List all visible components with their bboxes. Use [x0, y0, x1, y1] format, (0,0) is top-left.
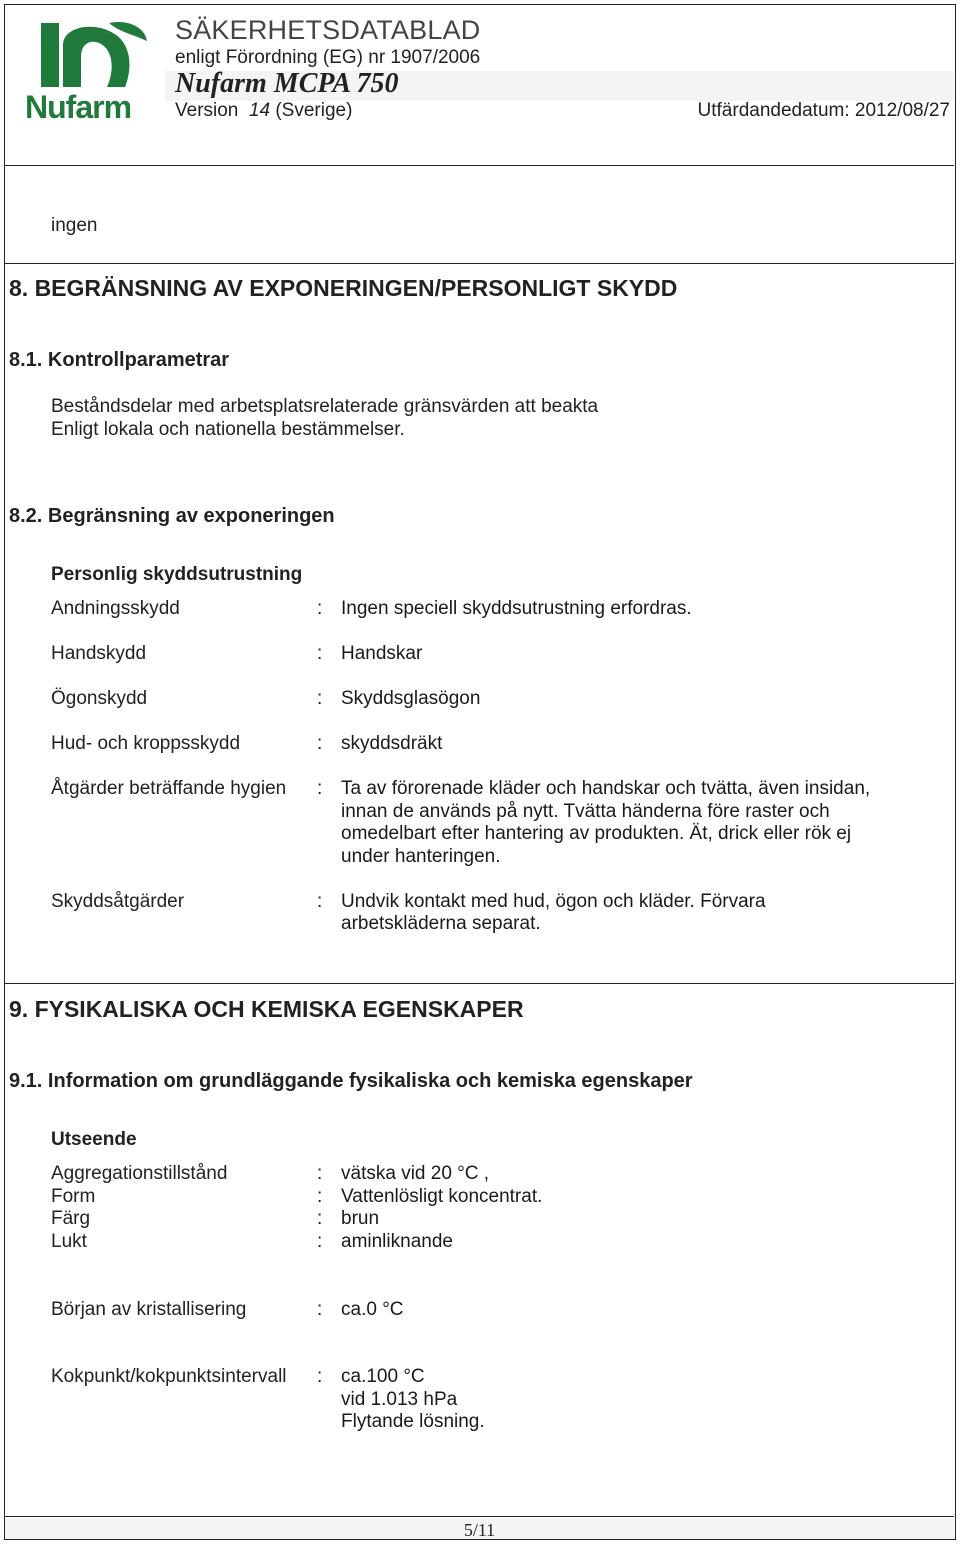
colon: :	[317, 1163, 323, 1184]
property-label: Aggregationstillstånd	[51, 1163, 228, 1184]
section-8-title: 8. BEGRÄNSNING AV EXPONERINGEN/PERSONLIGT SKYDD	[9, 275, 678, 301]
version-label: Version	[175, 100, 239, 121]
ppe-label: Ögonskydd	[51, 688, 148, 709]
ppe-heading: Personlig skyddsutrustning	[51, 564, 303, 585]
colon: :	[317, 1366, 323, 1387]
ppe-value-line: under hanteringen.	[341, 846, 501, 867]
property-value: Vattenlösligt koncentrat.	[341, 1186, 543, 1207]
colon: :	[317, 1208, 323, 1229]
ppe-value: Skyddsglasögon	[341, 688, 481, 709]
nufarm-logo	[23, 17, 153, 125]
ppe-value-line: omedelbart efter hantering av produkten. Ät, drick eller rök ej	[341, 823, 852, 844]
section-divider	[5, 263, 954, 264]
regulation-reference: enligt Förordning (EG) nr 1907/2006	[175, 47, 481, 68]
issue-date: Utfärdandedatum: 2012/08/27	[697, 100, 950, 121]
colon: :	[317, 1186, 323, 1207]
colon: :	[317, 733, 323, 754]
ppe-label: Hud- och kroppsskydd	[51, 733, 241, 754]
document-header	[5, 5, 954, 165]
section-8-2-title: 8.2. Begränsning av exponeringen	[9, 505, 335, 527]
property-value-line: vid 1.013 hPa	[341, 1389, 458, 1410]
property-label: Lukt	[51, 1231, 87, 1252]
section-9-title: 9. FYSIKALISKA OCH KEMISKA EGENSKAPER	[9, 996, 524, 1022]
ppe-label: Handskydd	[51, 643, 147, 664]
ppe-label: Åtgärder beträffande hygien	[51, 778, 287, 799]
ppe-value-line: Undvik kontakt med hud, ögon och kläder. Förvara	[341, 891, 766, 912]
property-value: aminliknande	[341, 1231, 453, 1252]
version-info	[175, 100, 352, 122]
intro-text: ingen	[51, 215, 98, 236]
property-label: Början av kristallisering	[51, 1299, 247, 1320]
version-country: (Sverige)	[275, 100, 353, 121]
control-params-line-2: Enligt lokala och nationella bestämmelser.	[51, 419, 405, 440]
ppe-value-line: arbetskläderna separat.	[341, 913, 541, 934]
property-value: vätska vid 20 °C ,	[341, 1163, 490, 1184]
logo-wordmark: Nufarm	[25, 89, 132, 125]
ppe-value-line: innan de används på nytt. Tvätta händerna före raster och	[341, 801, 830, 822]
property-value-line: Flytande lösning.	[341, 1411, 485, 1432]
ppe-value: skyddsdräkt	[341, 733, 443, 754]
section-9-1-title: 9.1. Information om grundläggande fysikaliska och kemiska egenskaper	[9, 1070, 693, 1092]
ppe-label: Andningsskydd	[51, 598, 180, 619]
section-8-1-title: 8.1. Kontrollparametrar	[9, 349, 230, 371]
section-divider	[5, 983, 954, 984]
ppe-value: Ingen speciell skyddsutrustning erfordras.	[341, 598, 692, 619]
footer-divider	[5, 1516, 954, 1517]
colon: :	[317, 688, 323, 709]
ppe-value: Handskar	[341, 643, 423, 664]
property-value: ca.0 °C	[341, 1299, 404, 1320]
colon: :	[317, 891, 323, 912]
colon: :	[317, 598, 323, 619]
appearance-heading: Utseende	[51, 1129, 137, 1150]
document-title: SÄKERHETSDATABLAD	[175, 15, 481, 45]
header-divider	[5, 165, 954, 166]
colon: :	[317, 1231, 323, 1252]
property-value-line: ca.100 °C	[341, 1366, 425, 1387]
control-params-line-1: Beståndsdelar med arbetsplatsrelaterade gränsvärden att beakta	[51, 396, 599, 417]
property-label: Kokpunkt/kokpunktsintervall	[51, 1366, 287, 1387]
colon: :	[317, 778, 323, 799]
product-name: Nufarm MCPA 750	[175, 68, 399, 99]
property-label: Form	[51, 1186, 96, 1207]
document-page	[4, 4, 956, 1540]
property-label: Färg	[51, 1208, 91, 1229]
version-number: 14	[248, 100, 271, 121]
property-value: brun	[341, 1208, 380, 1229]
ppe-label: Skyddsåtgärder	[51, 891, 185, 912]
ppe-value-line: Ta av förorenade kläder och handskar och tvätta, även insidan,	[341, 778, 871, 799]
colon: :	[317, 643, 323, 664]
colon: :	[317, 1299, 323, 1320]
page-number: 5/11	[463, 1520, 496, 1540]
